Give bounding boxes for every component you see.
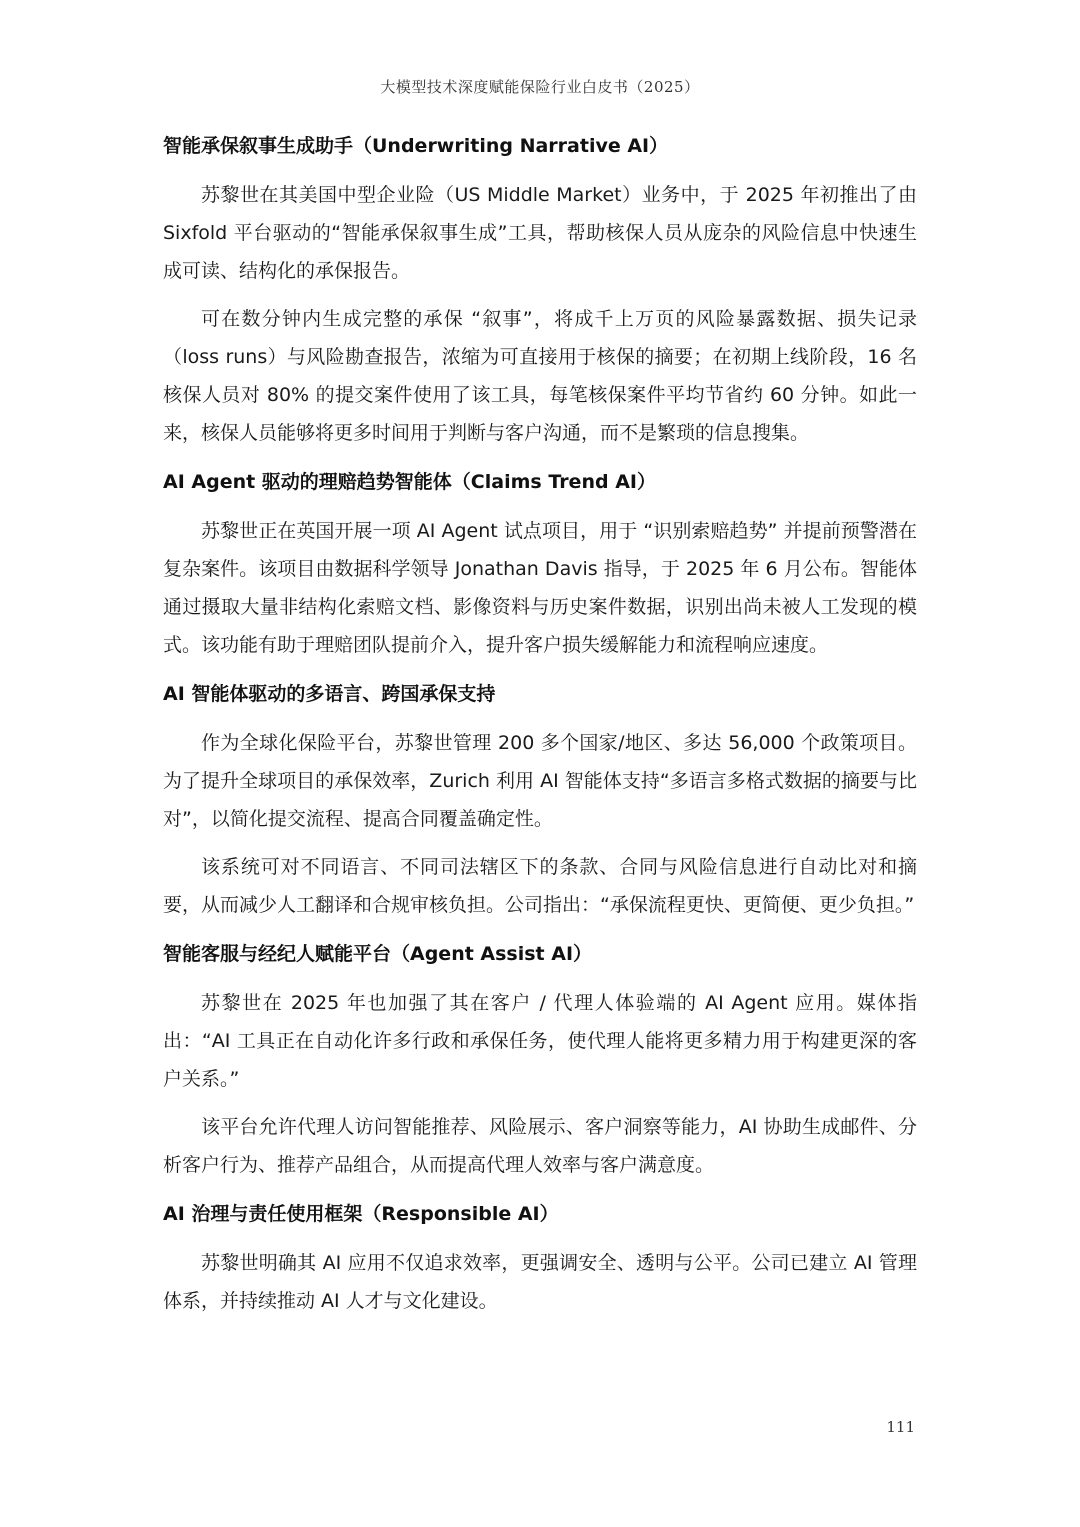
paragraph: 该系统可对不同语言、不同司法辖区下的条款、合同与风险信息进行自动比对和摘要，从而减少人工翻译和合规审核负担。公司指出：“承保流程更快、更简便、更少负担。” — [163, 856, 917, 916]
paragraph: 该平台允许代理人访问智能推荐、风险展示、客户洞察等能力，AI 协助生成邮件、分析客户行为、推荐产品组合，从而提高代理人效率与客户满意度。 — [163, 1116, 917, 1176]
section-heading: 智能客服与经纪人赋能平台（Agent Assist AI） — [163, 943, 593, 965]
paragraph: 苏黎世在 2025 年也加强了其在客户 / 代理人体验端的 AI Agent 应用。媒体指出：“AI 工具正在自动化许多行政和承保任务，使代理人能将更多精力用于构建更深的客户关系。” — [163, 992, 917, 1090]
paragraph: 苏黎世明确其 AI 应用不仅追求效率，更强调安全、透明与公平。公司已建立 AI 管理体系，并持续推动 AI 人才与文化建设。 — [163, 1252, 917, 1312]
section-responsible-ai — [163, 1198, 917, 1320]
section-underwriting-narrative-ai — [163, 130, 917, 452]
section-heading: AI Agent 驱动的理赔趋势智能体（Claims Trend AI） — [163, 471, 656, 493]
section-agent-assist-ai — [163, 938, 917, 1184]
running-header: 大模型技术深度赋能保险行业白皮书（2025） — [380, 78, 700, 96]
paragraph: 作为全球化保险平台，苏黎世管理 200 多个国家/地区、多达 56,000 个政策项目。为了提升全球项目的承保效率，Zurich 利用 AI 智能体支持“多语言多格式数据的摘要与比对”，以简化提交流程、提高合同覆盖确定性。 — [163, 732, 917, 830]
section-claims-trend-ai — [163, 466, 917, 664]
paragraph: 苏黎世在其美国中型企业险（US Middle Market）业务中，于 2025 年初推出了由 Sixfold 平台驱动的“智能承保叙事生成”工具，帮助核保人员从庞杂的风险信息中快速生成可读、结构化的承保报告。 — [163, 184, 917, 282]
section-heading: AI 治理与责任使用框架（Responsible AI） — [163, 1203, 559, 1225]
page-number: 111 — [886, 1418, 915, 1436]
section-heading: 智能承保叙事生成助手（Underwriting Narrative AI） — [163, 135, 669, 157]
section-heading: AI 智能体驱动的多语言、跨国承保支持 — [163, 683, 496, 705]
document-body — [163, 130, 917, 1334]
paragraph: 苏黎世正在英国开展一项 AI Agent 试点项目，用于 “识别索赔趋势” 并提前预警潜在复杂案件。该项目由数据科学领导 Jonathan Davis 指导，于 2025 年 6 月公布。智能体通过摄取大量非结构化索赔文档、影像资料与历史案件数据，识别出尚未被人工发现的模式。该功能有助于理赔团队提前介入，提升客户损失缓解能力和流程响应速度。 — [163, 520, 917, 656]
paragraph: 可在数分钟内生成完整的承保 “叙事”，将成千上万页的风险暴露数据、损失记录（loss runs）与风险勘查报告，浓缩为可直接用于核保的摘要；在初期上线阶段，16 名核保人员对 80% 的提交案件使用了该工具，每笔核保案件平均节省约 60 分钟。如此一来，核保人员能够将更多时间用于判断与客户沟通，而不是繁琐的信息搜集。 — [163, 308, 917, 444]
section-multilingual-underwriting — [163, 678, 917, 924]
